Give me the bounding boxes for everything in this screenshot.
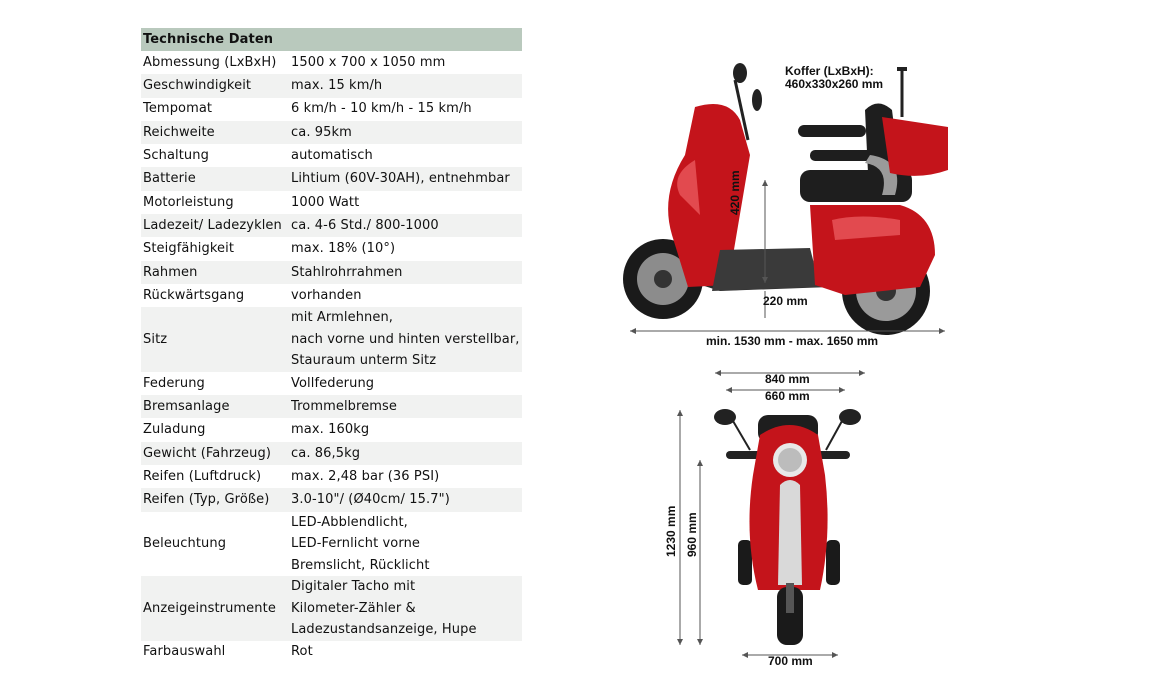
spec-value <box>291 395 522 418</box>
spec-label: Reifen (Luftdruck) <box>141 465 291 488</box>
spec-row <box>141 51 522 74</box>
spec-value <box>291 261 522 284</box>
spec-value-line: 1500 x 700 x 1050 mm <box>291 54 446 70</box>
spec-row <box>141 418 522 441</box>
spec-label: Anzeigeinstrumente <box>141 576 291 641</box>
spec-row <box>141 442 522 465</box>
spec-table-header: Technische Daten <box>141 28 522 51</box>
spec-row <box>141 512 522 577</box>
spec-value <box>291 307 522 372</box>
spec-value-line: vorhanden <box>291 287 362 303</box>
width-top-label: 840 mm <box>765 372 810 386</box>
spec-value <box>291 488 522 511</box>
width-seat-label: 660 mm <box>765 389 810 403</box>
spec-value-line: Bremslicht, Rücklicht <box>291 557 430 573</box>
spec-value <box>291 465 522 488</box>
case-dimension-label-line2: 460x330x260 mm <box>785 77 884 91</box>
length-label: min. 1530 mm - max. 1650 mm <box>706 334 879 348</box>
spec-value-line: max. 160kg <box>291 422 370 438</box>
spec-label: Ladezeit/ Ladezyklen <box>141 214 291 237</box>
spec-row <box>141 488 522 511</box>
spec-row <box>141 144 522 167</box>
spec-value <box>291 284 522 307</box>
spec-value <box>291 512 522 577</box>
spec-value-line: 3.0-10"/ (Ø40cm/ 15.7") <box>291 492 450 508</box>
spec-value-line: max. 15 km/h <box>291 78 383 94</box>
spec-table <box>141 28 522 664</box>
spec-label: Motorleistung <box>141 191 291 214</box>
spec-value-line: Trommelbremse <box>291 398 398 414</box>
spec-value-line: automatisch <box>291 148 373 164</box>
spec-value-line: max. 2,48 bar (36 PSI) <box>291 468 440 484</box>
spec-value-line: LED-Abblendlicht, <box>291 514 408 530</box>
spec-label: Sitz <box>141 307 291 372</box>
spec-row <box>141 465 522 488</box>
front-view-figure <box>640 365 890 675</box>
spec-value-line: 6 km/h - 10 km/h - 15 km/h <box>291 101 472 117</box>
spec-row <box>141 261 522 284</box>
spec-value-line: Rot <box>291 644 313 660</box>
spec-row <box>141 237 522 260</box>
spec-value <box>291 144 522 167</box>
spec-label: Reifen (Typ, Größe) <box>141 488 291 511</box>
spec-label: Steigfähigkeit <box>141 237 291 260</box>
spec-label: Reichweite <box>141 121 291 144</box>
height-total-label: 1230 mm <box>664 505 678 557</box>
height-seat-label: 960 mm <box>685 512 699 557</box>
spec-value-line: LED-Fernlicht vorne <box>291 536 421 552</box>
spec-label: Batterie <box>141 167 291 190</box>
spec-value <box>291 237 522 260</box>
spec-value <box>291 121 522 144</box>
spec-row <box>141 395 522 418</box>
spec-label: Bremsanlage <box>141 395 291 418</box>
spec-label: Geschwindigkeit <box>141 74 291 97</box>
spec-value-line: mit Armlehnen, <box>291 310 394 326</box>
spec-value-line: nach vorne und hinten verstellbar, <box>291 331 520 347</box>
side-view-scooter-image <box>600 55 980 355</box>
spec-label: Tempomat <box>141 98 291 121</box>
seat-height-label: 420 mm <box>728 170 742 215</box>
spec-value <box>291 641 522 664</box>
spec-value-line: Vollfederung <box>291 375 375 391</box>
spec-value <box>291 442 522 465</box>
spec-value-line: ca. 4-6 Std./ 800-1000 <box>291 217 439 233</box>
spec-value <box>291 98 522 121</box>
spec-value <box>291 167 522 190</box>
spec-value-line: Kilometer-Zähler & <box>291 600 416 616</box>
spec-value <box>291 372 522 395</box>
spec-table-body <box>141 51 522 664</box>
spec-value-line: Stauraum unterm Sitz <box>291 353 437 369</box>
spec-value <box>291 214 522 237</box>
spec-value <box>291 418 522 441</box>
spec-value-line: ca. 86,5kg <box>291 445 361 461</box>
spec-label: Farbauswahl <box>141 641 291 664</box>
spec-label: Rahmen <box>141 261 291 284</box>
spec-row <box>141 74 522 97</box>
spec-value-line: ca. 95km <box>291 124 352 140</box>
spec-row <box>141 191 522 214</box>
spec-value-line: max. 18% (10°) <box>291 241 396 257</box>
spec-row <box>141 307 522 372</box>
width-bottom-label: 700 mm <box>768 654 813 668</box>
spec-value <box>291 576 522 641</box>
spec-value-line: Digitaler Tacho mit <box>291 579 416 595</box>
spec-row <box>141 214 522 237</box>
spec-value <box>291 74 522 97</box>
spec-value <box>291 191 522 214</box>
spec-label: Federung <box>141 372 291 395</box>
case-dimension-label-line1: Koffer (LxBxH): <box>785 64 874 78</box>
spec-value-line: Stahlrohrrahmen <box>291 264 403 280</box>
spec-row <box>141 284 522 307</box>
ground-clearance-label: 220 mm <box>763 294 808 308</box>
spec-value-line: 1000 Watt <box>291 194 360 210</box>
spec-row <box>141 641 522 664</box>
spec-label: Zuladung <box>141 418 291 441</box>
side-view-figure <box>600 55 980 355</box>
spec-label: Beleuchtung <box>141 512 291 577</box>
spec-row <box>141 167 522 190</box>
spec-value <box>291 51 522 74</box>
spec-row <box>141 372 522 395</box>
spec-label: Abmessung (LxBxH) <box>141 51 291 74</box>
spec-label: Rückwärtsgang <box>141 284 291 307</box>
spec-row <box>141 576 522 641</box>
spec-row <box>141 98 522 121</box>
spec-value-line: Lihtium (60V-30AH), entnehmbar <box>291 171 510 187</box>
spec-row <box>141 121 522 144</box>
spec-label: Schaltung <box>141 144 291 167</box>
spec-label: Gewicht (Fahrzeug) <box>141 442 291 465</box>
spec-value-line: Ladezustandsanzeige, Hupe <box>291 622 477 638</box>
